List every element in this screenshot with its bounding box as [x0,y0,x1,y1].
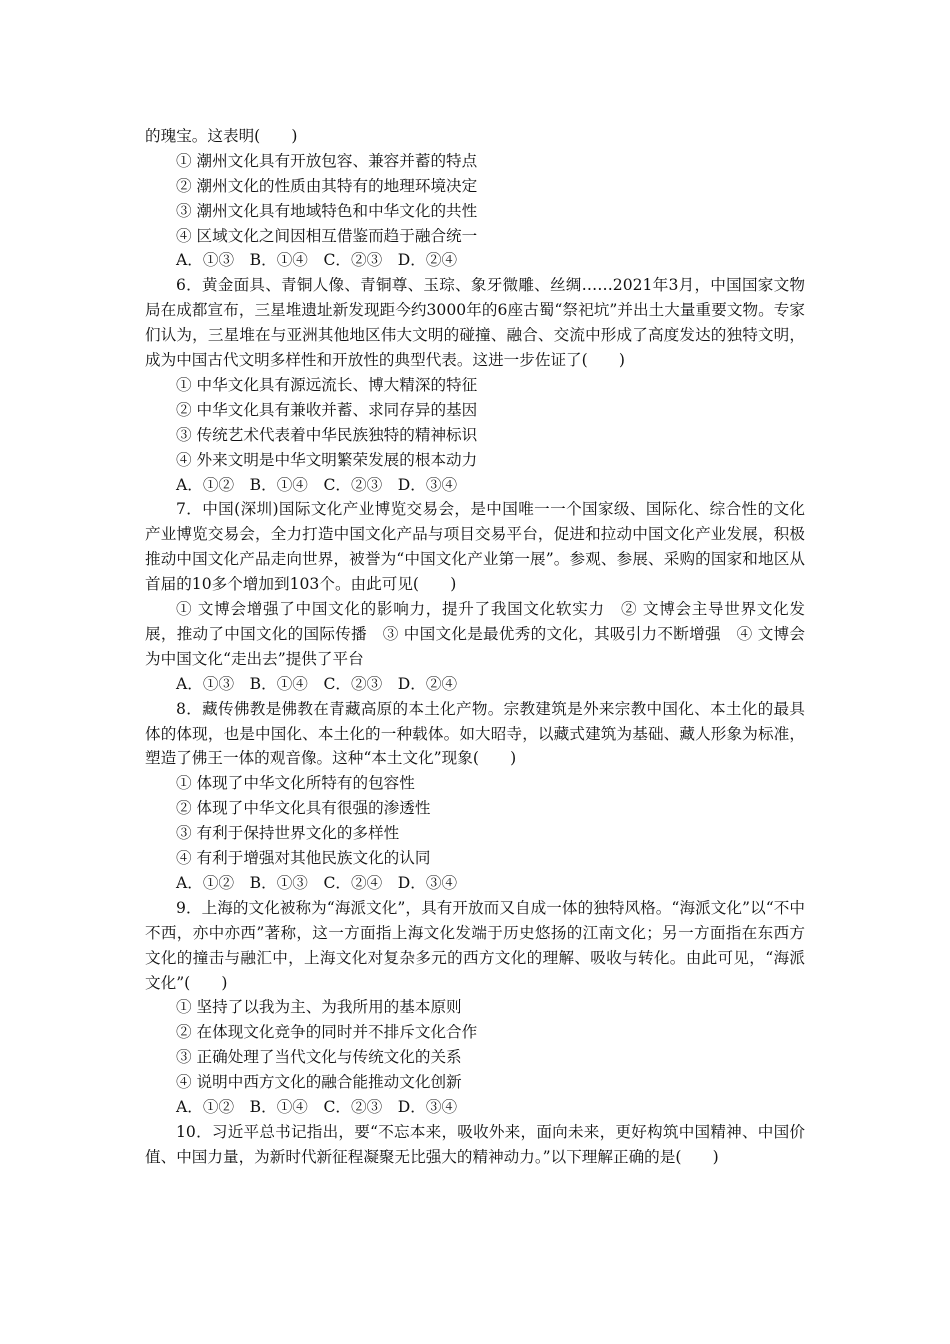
question-6-option-1: ① 中华文化具有源远流长、博大精深的特征 [176,375,478,394]
question-6-option-4: ④ 外来文明是中华文明繁荣发展的根本动力 [176,450,478,469]
question-8-option-2: ② 体现了中华文化具有很强的渗透性 [176,799,431,818]
question-5-option-4: ④ 区域文化之间因相互借鉴而趋于融合统一 [176,226,478,245]
question-8-choices: A．①② B．①③ C．②④ D．③④ [176,873,458,892]
question-8 [145,697,805,896]
question-9 [145,896,805,1120]
question-9-option-1: ① 坚持了以我为主、为我所用的基本原则 [176,998,462,1017]
question-9-choices: A．①② B．①④ C．②③ D．③④ [176,1098,458,1117]
question-7-choices: A．①③ B．①④ C．②③ D．②④ [176,674,458,693]
question-5 [145,124,805,273]
question-5-option-1: ① 潮州文化具有开放包容、兼容并蓄的特点 [176,151,478,170]
question-6-option-2: ② 中华文化具有兼收并蓄、求同存异的基因 [176,400,478,419]
question-8-stem: 8．藏传佛教是佛教在青藏高原的本土化产物。宗教建筑是外来宗教中国化、本土化的最具体的体现，也是中国化、本土化的一种载体。如大昭寺，以藏式建筑为基础、藏人形象为标准，塑造了佛王一体的观音像。这种“本土文化”现象( ) [145,699,805,768]
question-5-stem-tail: 的瑰宝。这表明( ) [145,127,298,145]
question-9-option-2: ② 在体现文化竞争的同时并不排斥文化合作 [176,1023,478,1042]
question-6-option-3: ③ 传统艺术代表着中华民族独特的精神标识 [176,425,478,444]
question-5-option-2: ② 潮州文化的性质由其特有的地理环境决定 [176,176,478,195]
question-6 [145,273,805,497]
question-7-options: ① 文博会增强了中国文化的影响力，提升了我国文化软实力 ② 文博会主导世界文化发展，推动了中国文化的国际传播 ③ 中国文化是最优秀的文化，其吸引力不断增强 ④ 文博会为中国文化“走出去”提供了平台 [145,600,805,668]
document-page [145,124,805,1170]
question-9-option-3: ③ 正确处理了当代文化与传统文化的关系 [176,1048,462,1067]
question-10-stem: 10．习近平总书记指出，要“不忘本来，吸收外来，面向未来，更好构筑中国精神、中国价值、中国力量，为新时代新征程凝聚无比强大的精神动力。”以下理解正确的是( ) [145,1122,805,1166]
question-9-stem: 9．上海的文化被称为“海派文化”，具有开放而又自成一体的独特风格。“海派文化”以“不中不西，亦中亦西”著称，这一方面指上海文化发端于历史悠扬的江南文化；另一方面指在东西方文化的撞击与融汇中，上海文化对复杂多元的西方文化的理解、吸收与转化。由此可见，“海派文化”( ) [145,898,805,992]
question-9-option-4: ④ 说明中西方文化的融合能推动文化创新 [176,1073,462,1092]
question-7-stem: 7．中国(深圳)国际文化产业博览交易会，是中国唯一一个国家级、国际化、综合性的文化产业博览交易会，全力打造中国文化产品与项目交易平台，促进和拉动中国文化产业发展，积极推动中国文化产品走向世界，被誉为“中国文化产业第一展”。参观、参展、采购的国家和地区从首届的10多个增加到103个。由此可见( ) [145,500,805,594]
question-5-option-3: ③ 潮州文化具有地域特色和中华文化的共性 [176,201,478,220]
question-8-option-1: ① 体现了中华文化所特有的包容性 [176,774,415,793]
question-5-choices: A．①③ B．①④ C．②③ D．②④ [176,251,458,270]
question-8-option-4: ④ 有利于增强对其他民族文化的认同 [176,849,431,868]
question-10 [145,1120,805,1170]
question-6-stem: 6．黄金面具、青铜人像、青铜尊、玉琮、象牙微雕、丝绸……2021年3月，中国国家文物局在成都宣布，三星堆遗址新发现距今约3000年的6座古蜀“祭祀坑”并出土大量重要文物。专家们认为，三星堆在与亚洲其他地区伟大文明的碰撞、融合、交流中形成了高度发达的独特文明，成为中国古代文明多样性和开放性的典型代表。这进一步佐证了( ) [145,276,805,370]
question-8-option-3: ③ 有利于保持世界文化的多样性 [176,824,400,843]
question-7 [145,497,805,696]
question-6-choices: A．①② B．①④ C．②③ D．③④ [176,475,458,494]
